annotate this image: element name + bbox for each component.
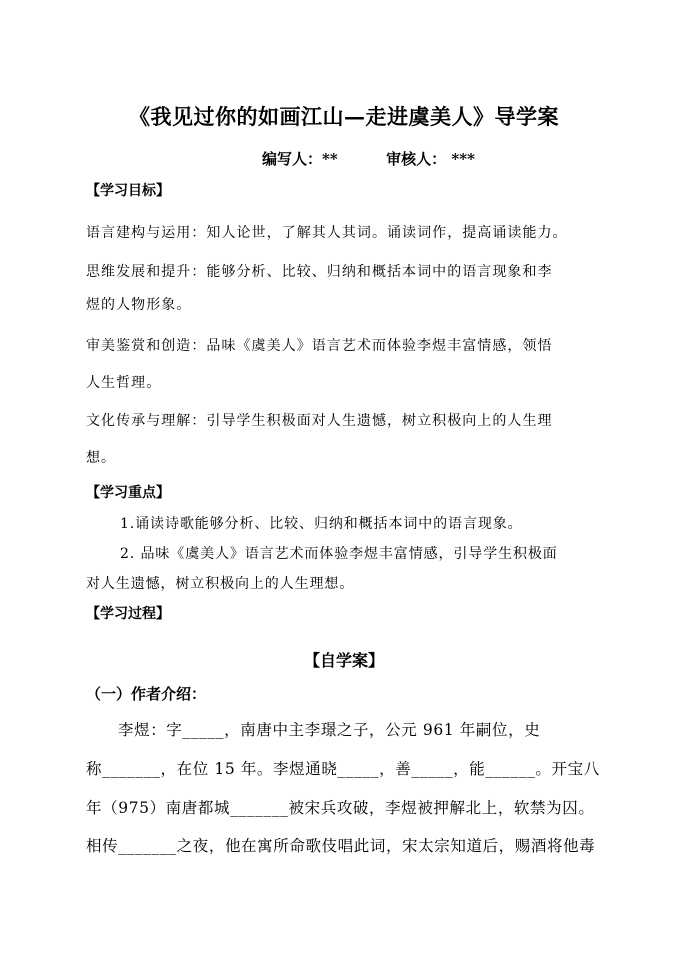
self-study-heading: 【自学案】 [303, 651, 384, 670]
objective-line: 语言建构与运用：知人论世，了解其人其词。诵读词作，提高诵读能力。 [86, 225, 568, 241]
key-point-item: 2. 品味《虞美人》语言艺术而体验李煜丰富情感，引导学生积极面 [120, 546, 558, 562]
objectives-heading: 【学习目标】 [86, 183, 170, 199]
key-points-heading: 【学习重点】 [86, 485, 170, 501]
intro-line: 称_______，在位 15 年。李煜通晓_____，善_____，能______。开宝八 [86, 760, 600, 778]
intro-line: 李煜：字_____，南唐中主李璟之子，公元 961 年嗣位，史 [118, 721, 541, 739]
document-title: 《我见过你的如画江山—走进虞美人》导学案 [129, 104, 559, 129]
objective-line: 思维发展和提升：能够分析、比较、归纳和概括本词中的语言现象和李 [86, 264, 553, 280]
intro-line: 相传_______之夜，他在寓所命歌伎唱此词，宋太宗知道后，赐酒将他毒 [86, 837, 596, 855]
objective-line: 想。 [86, 450, 117, 466]
key-point-item: 1.诵读诗歌能够分析、比较、归纳和概括本词中的语言现象。 [120, 516, 523, 532]
intro-line: 年（975）南唐都城_______被宋兵攻破，李煜被押解北上，软禁为囚。 [86, 799, 595, 817]
author-line [262, 148, 475, 169]
writer-label: 编写人：** [262, 150, 338, 168]
objective-line: 文化传承与理解：引导学生积极面对人生遗憾，树立积极向上的人生理 [86, 413, 553, 429]
objective-line: 煜的人物形象。 [86, 297, 192, 313]
author-intro-heading: （一）作者介绍： [86, 685, 207, 703]
key-point-item: 对人生遗憾，树立积极向上的人生理想。 [86, 576, 355, 592]
reviewer-label: 审核人： *** [386, 150, 475, 168]
process-heading: 【学习过程】 [86, 606, 170, 622]
objective-line: 审美鉴赏和创造：品味《虞美人》语言艺术而体验李煜丰富情感，领悟 [86, 338, 553, 354]
objective-line: 人生哲理。 [86, 375, 162, 391]
